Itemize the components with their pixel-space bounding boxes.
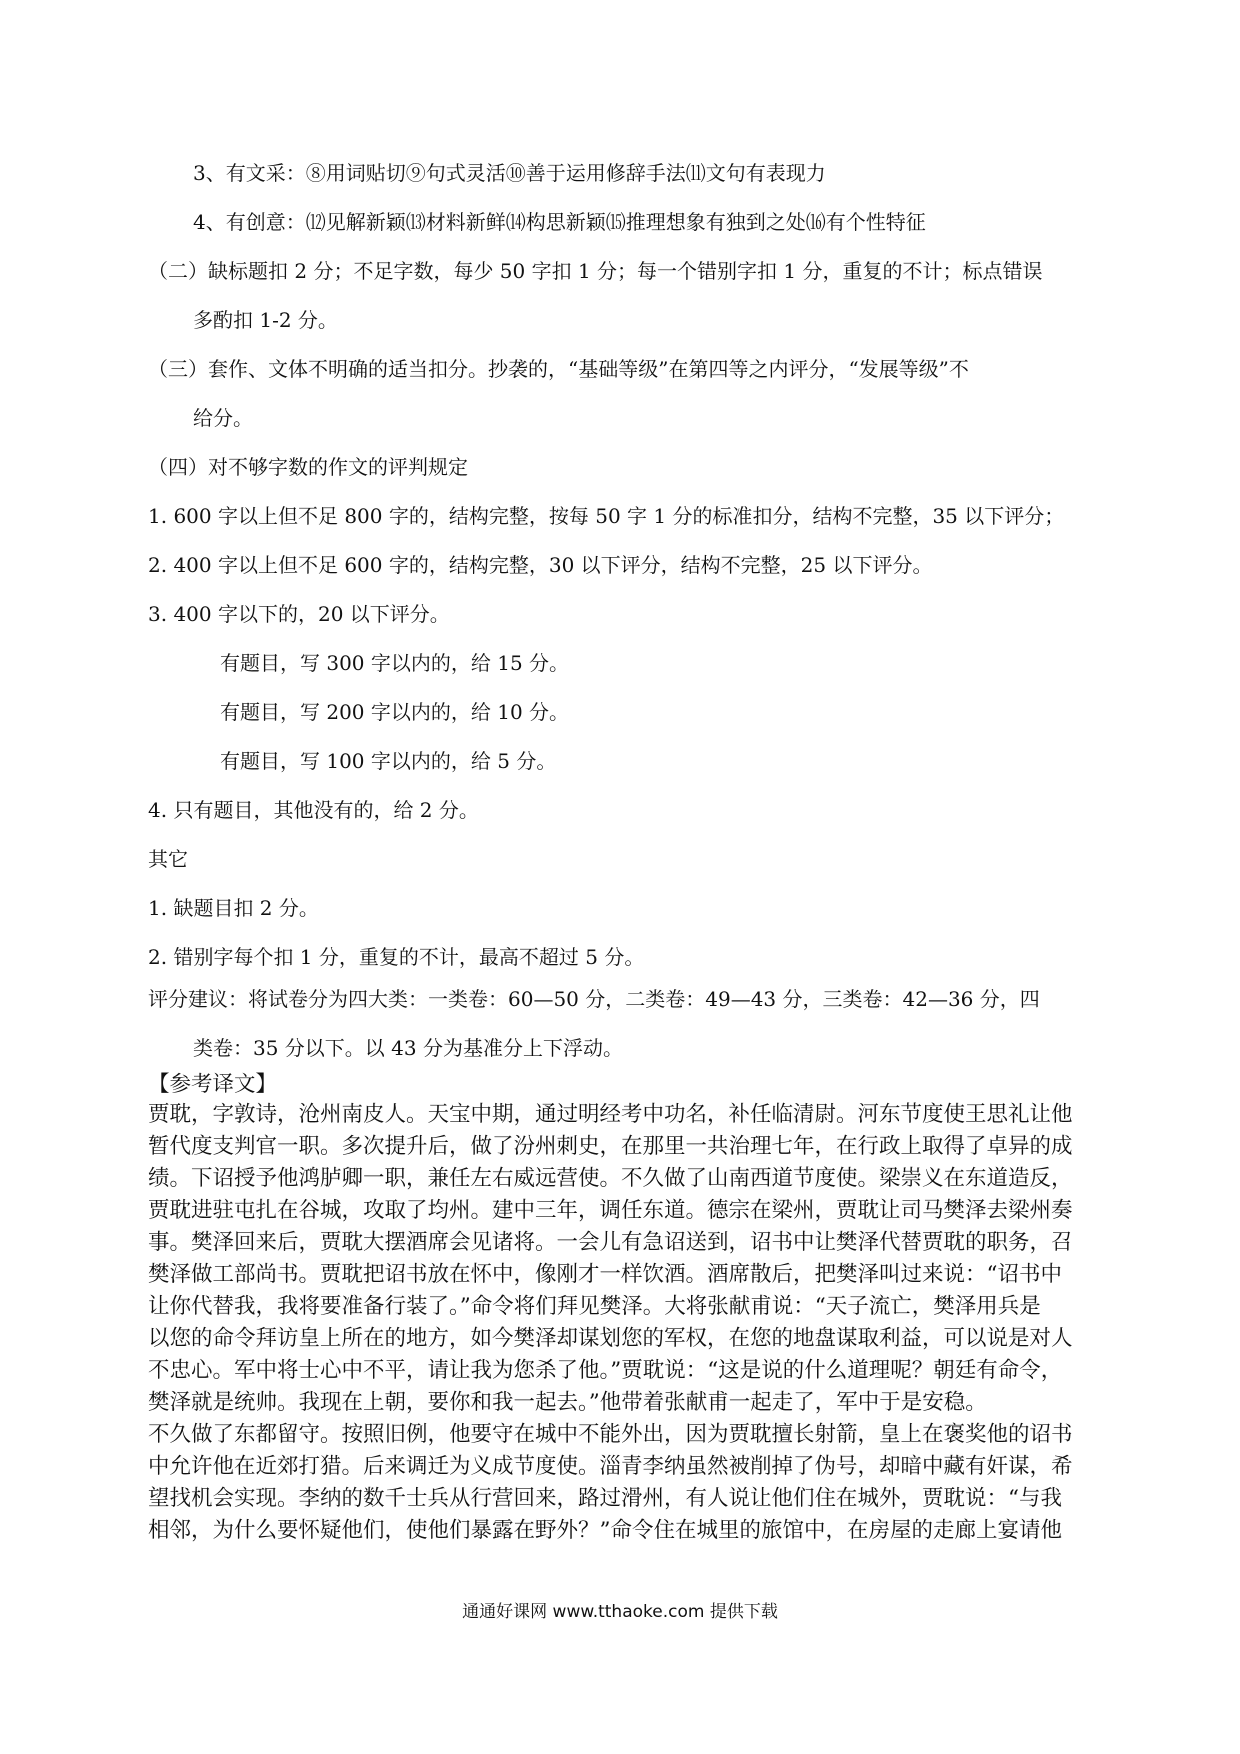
reference-line: 事。樊泽回来后，贾耽大摆酒席会见诸将。一会儿有急诏送到，诏书中让樊泽代替贾耽的职务，召 bbox=[148, 1230, 1073, 1255]
rule-1: 1. 600 字以上但不足 800 字的，结构完整，按每 50 字 1 分的标准扣分，结构不完整，35 以下评分； bbox=[148, 504, 1065, 528]
section-3-line-1: （三）套作、文体不明确的适当扣分。抄袭的，“基础等级”在第四等之内评分，“发展等级”不 bbox=[148, 357, 969, 381]
reference-line: 相邻，为什么要怀疑他们，使他们暴露在野外？”命令住在城里的旅馆中，在房屋的走廊上宴请他 bbox=[148, 1518, 1062, 1543]
reference-line: 绩。下诏授予他鸿胪卿一职，兼任左右威远营使。不久做了山南西道节度使。梁崇义在东道造反， bbox=[148, 1166, 1073, 1191]
criteria-item-3: 3、有文采：⑧用词贴切⑨句式灵活⑩善于运用修辞手法⑾文句有表现力 bbox=[193, 161, 826, 185]
rule-2: 2. 400 字以上但不足 600 字的，结构完整，30 以下评分，结构不完整，25 以下评分。 bbox=[148, 553, 933, 577]
page-footer: 通通好课网 www.tthaoke.com 提供下载 bbox=[462, 1602, 778, 1622]
section-4-title: （四）对不够字数的作文的评判规定 bbox=[148, 455, 468, 479]
suggestion-line-2: 类卷：35 分以下。以 43 分为基准分上下浮动。 bbox=[193, 1036, 623, 1060]
rule-3-sub-3: 有题目，写 100 字以内的，给 5 分。 bbox=[220, 749, 557, 773]
rule-3-sub-1: 有题目，写 300 字以内的，给 15 分。 bbox=[220, 651, 570, 675]
reference-line: 以您的命令拜访皇上所在的地方，如今樊泽却谋划您的军权，在您的地盘谋取利益，可以说是对人 bbox=[148, 1326, 1073, 1351]
reference-line: 中允许他在近郊打猎。后来调迁为义成节度使。淄青李纳虽然被削掉了伪号，却暗中藏有奸谋，希 bbox=[148, 1454, 1073, 1479]
reference-line: 望找机会实现。李纳的数千士兵从行营回来，路过滑州，有人说让他们住在城外，贾耽说：“与我 bbox=[148, 1486, 1062, 1511]
rule-3-sub-2: 有题目，写 200 字以内的，给 10 分。 bbox=[220, 700, 570, 724]
other-title: 其它 bbox=[148, 847, 188, 871]
rule-3: 3. 400 字以下的，20 以下评分。 bbox=[148, 602, 450, 626]
rule-4: 4. 只有题目，其他没有的，给 2 分。 bbox=[148, 798, 479, 822]
suggestion-line-1: 评分建议：将试卷分为四大类：一类卷：60—50 分，二类卷：49—43 分，三类卷：42—36 分，四 bbox=[148, 987, 1040, 1011]
other-2: 2. 错别字每个扣 1 分，重复的不计，最高不超过 5 分。 bbox=[148, 945, 645, 969]
reference-line: 让你代替我，我将要准备行装了。”命令将们拜见樊泽。大将张献甫说：“天子流亡，樊泽用兵是 bbox=[148, 1294, 1041, 1319]
reference-heading: 【参考译文】 bbox=[148, 1072, 278, 1097]
reference-line: 不久做了东都留守。按照旧例，他要守在城中不能外出，因为贾耽擅长射箭，皇上在褒奖他的诏书 bbox=[148, 1422, 1073, 1447]
reference-line: 不忠心。军中将士心中不平，请让我为您杀了他。”贾耽说：“这是说的什么道理呢？朝廷有命令， bbox=[148, 1358, 1063, 1383]
reference-line: 樊泽做工部尚书。贾耽把诏书放在怀中，像刚才一样饮酒。酒席散后，把樊泽叫过来说：“诏书中 bbox=[148, 1262, 1062, 1287]
section-3-line-2: 给分。 bbox=[193, 406, 253, 430]
criteria-item-4: 4、有创意：⑿见解新颖⒀材料新鲜⒁构思新颖⒂推理想象有独到之处⒃有个性特征 bbox=[193, 210, 926, 234]
section-2-line-2: 多酌扣 1-2 分。 bbox=[193, 308, 338, 332]
reference-line: 暂代度支判官一职。多次提升后，做了汾州刺史，在那里一共治理七年，在行政上取得了卓异的成 bbox=[148, 1134, 1073, 1159]
section-2-line-1: （二）缺标题扣 2 分；不足字数，每少 50 字扣 1 分；每一个错别字扣 1 分，重复的不计；标点错误 bbox=[148, 259, 1043, 283]
reference-line: 贾耽进驻屯扎在谷城，攻取了均州。建中三年，调任东道。德宗在梁州，贾耽让司马樊泽去梁州奏 bbox=[148, 1198, 1073, 1223]
other-1: 1. 缺题目扣 2 分。 bbox=[148, 896, 319, 920]
reference-line: 樊泽就是统帅。我现在上朝，要你和我一起去。”他带着张献甫一起走了，军中于是安稳。 bbox=[148, 1390, 987, 1415]
reference-line: 贾耽，字敦诗，沧州南皮人。天宝中期，通过明经考中功名，补任临清尉。河东节度使王思礼让他 bbox=[148, 1102, 1073, 1127]
